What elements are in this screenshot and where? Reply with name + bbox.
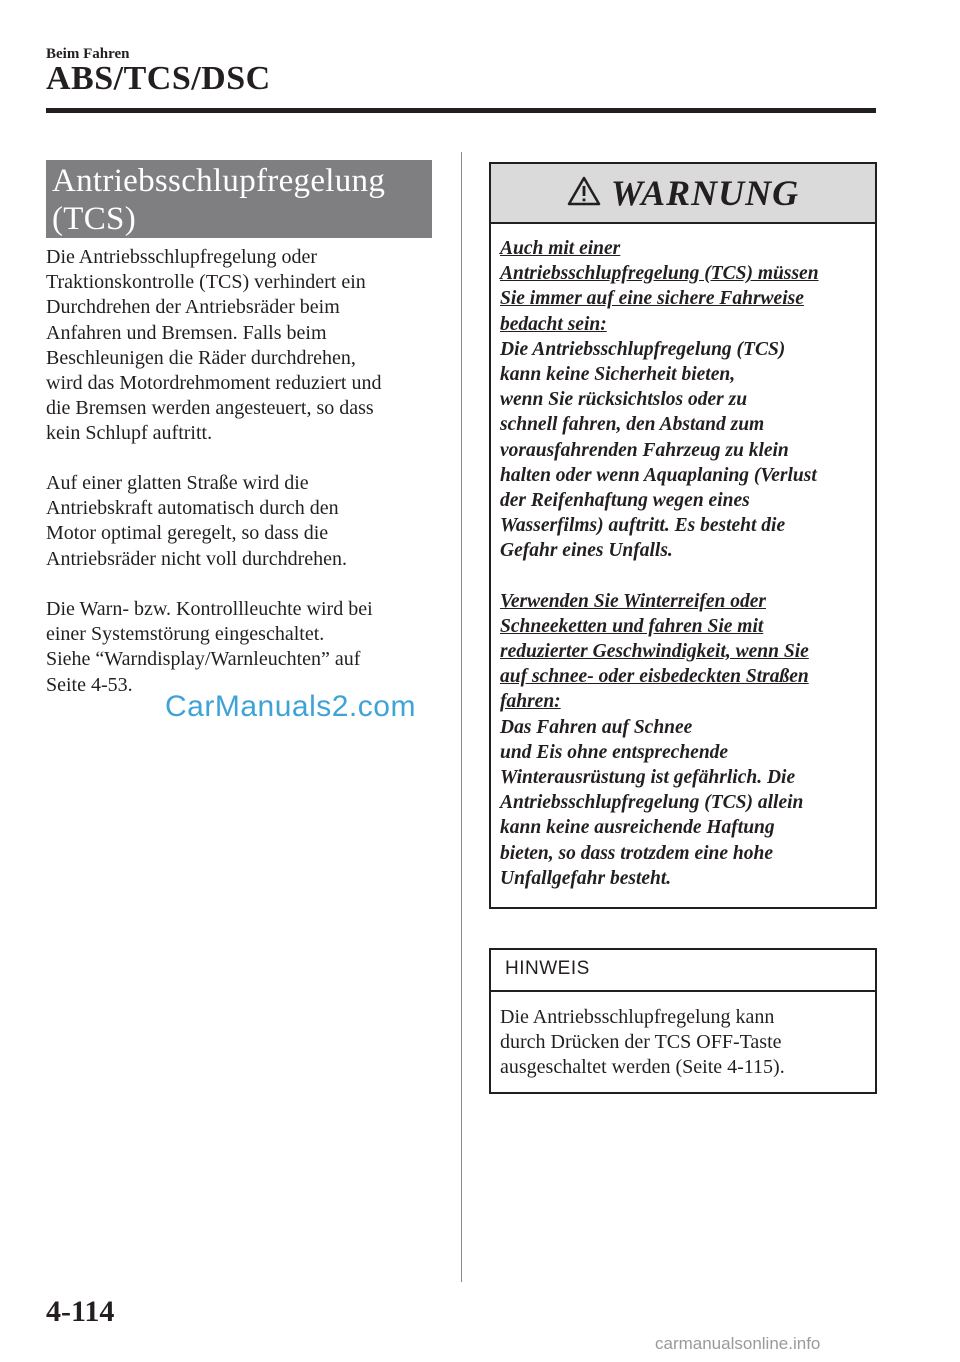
text-line: kein Schlupf auftritt. — [46, 422, 213, 445]
warning-line: reduzierter Geschwindigkeit, wenn Sie — [500, 641, 809, 663]
warning-triangle-icon — [567, 176, 601, 211]
warning-line: Antriebsschlupfregelung (TCS) müssen — [500, 263, 819, 285]
header-rule — [46, 108, 876, 113]
text-line: Die Warn- bzw. Kontrollleuchte wird bei — [46, 598, 373, 620]
note-line: durch Drücken der TCS OFF-Taste — [500, 1031, 782, 1054]
warning-body — [500, 236, 875, 891]
warning-line: Wasserfilms) auftritt. Es besteht die — [500, 515, 786, 537]
text-line: Siehe “Warndisplay/Warnleuchten” auf — [46, 648, 361, 671]
text-line: einer Systemstörung eingeschaltet. — [46, 623, 325, 646]
text-line: Die Antriebsschlupfregelung oder — [46, 246, 318, 268]
warning-label: WARNUNG — [610, 173, 800, 213]
warning-line: schnell fahren, den Abstand zum — [500, 414, 765, 436]
warning-line: bieten, so dass trotzdem eine hohe — [500, 842, 774, 864]
warning-line: auf schnee- oder eisbedeckten Straßen — [500, 666, 809, 688]
text-line: Traktionskontrolle (TCS) verhindert ein — [46, 271, 366, 294]
page-number: 4-114 — [46, 1295, 115, 1328]
warning-line: Schneeketten und fahren Sie mit — [500, 615, 764, 637]
warning-line: und Eis ohne entsprechende — [500, 741, 729, 763]
warning-line: kann keine ausreichende Haftung — [500, 817, 775, 839]
spacer — [500, 564, 875, 589]
warning-line: bedacht sein: — [500, 313, 607, 335]
topic-title-box — [46, 160, 432, 238]
text-line: Antriebskraft automatisch durch den — [46, 497, 339, 520]
footer-site-link[interactable]: carmanualsonline.info — [655, 1334, 821, 1353]
warning-line: Sie immer auf eine sichere Fahrweise — [500, 288, 804, 310]
warning-line: Winterausrüstung ist gefährlich. Die — [500, 767, 796, 789]
warning-line: fahren: — [500, 691, 561, 713]
note-header: HINWEIS — [491, 950, 875, 992]
warning-line: Verwenden Sie Winterreifen oder — [500, 590, 766, 612]
warning-line: Auch mit einer — [500, 238, 621, 259]
paragraph-3 — [46, 597, 436, 698]
text-line: Motor optimal geregelt, so dass die — [46, 522, 329, 545]
warning-line: der Reifenhaftung wegen eines — [500, 490, 750, 512]
text-line: Seite 4-53. — [46, 673, 133, 696]
text-line: Beschleunigen die Räder durchdrehen, — [46, 346, 356, 369]
column-divider — [461, 152, 462, 1282]
warning-line: halten oder wenn Aquaplaning (Verlust — [500, 464, 817, 486]
note-body — [500, 1005, 870, 1081]
warning-line: wenn Sie rücksichtslos oder zu — [500, 389, 748, 411]
text-line: Anfahren und Bremsen. Falls beim — [46, 321, 327, 344]
paragraph-1 — [46, 245, 436, 447]
note-line: Die Antriebsschlupfregelung kann — [500, 1006, 775, 1028]
section-title: ABS/TCS/DSC — [46, 60, 271, 97]
note-box — [489, 948, 877, 1094]
text-line: Auf einer glatten Straße wird die — [46, 472, 309, 494]
warning-line: Das Fahren auf Schnee — [500, 716, 693, 738]
text-line: die Bremsen werden angesteuert, so dass — [46, 397, 374, 420]
warning-line: Die Antriebsschlupfregelung (TCS) — [500, 338, 786, 360]
topic-title-line-2: (TCS) — [52, 201, 136, 237]
topic-title-line-1: Antriebsschlupfregelung — [52, 163, 386, 199]
warning-box — [489, 162, 877, 909]
note-line: ausgeschaltet werden (Seite 4-115). — [500, 1056, 785, 1079]
warning-line: Antriebsschlupfregelung (TCS) allein — [500, 792, 804, 814]
text-line: Antriebsräder nicht voll durchdrehen. — [46, 547, 348, 570]
section-label-small: Beim Fahren — [46, 46, 130, 62]
paragraph-2 — [46, 471, 436, 572]
watermark-logo[interactable]: CarManuals2.com — [165, 690, 416, 723]
warning-header — [491, 164, 875, 224]
warning-line: Gefahr eines Unfalls. — [500, 540, 673, 562]
text-line: wird das Motordrehmoment reduziert und — [46, 372, 382, 395]
warning-line: Unfallgefahr besteht. — [500, 867, 672, 889]
text-line: Durchdrehen der Antriebsräder beim — [46, 296, 340, 319]
warning-line: vorausfahrenden Fahrzeug zu klein — [500, 439, 789, 461]
warning-line: kann keine Sicherheit bieten, — [500, 364, 736, 386]
